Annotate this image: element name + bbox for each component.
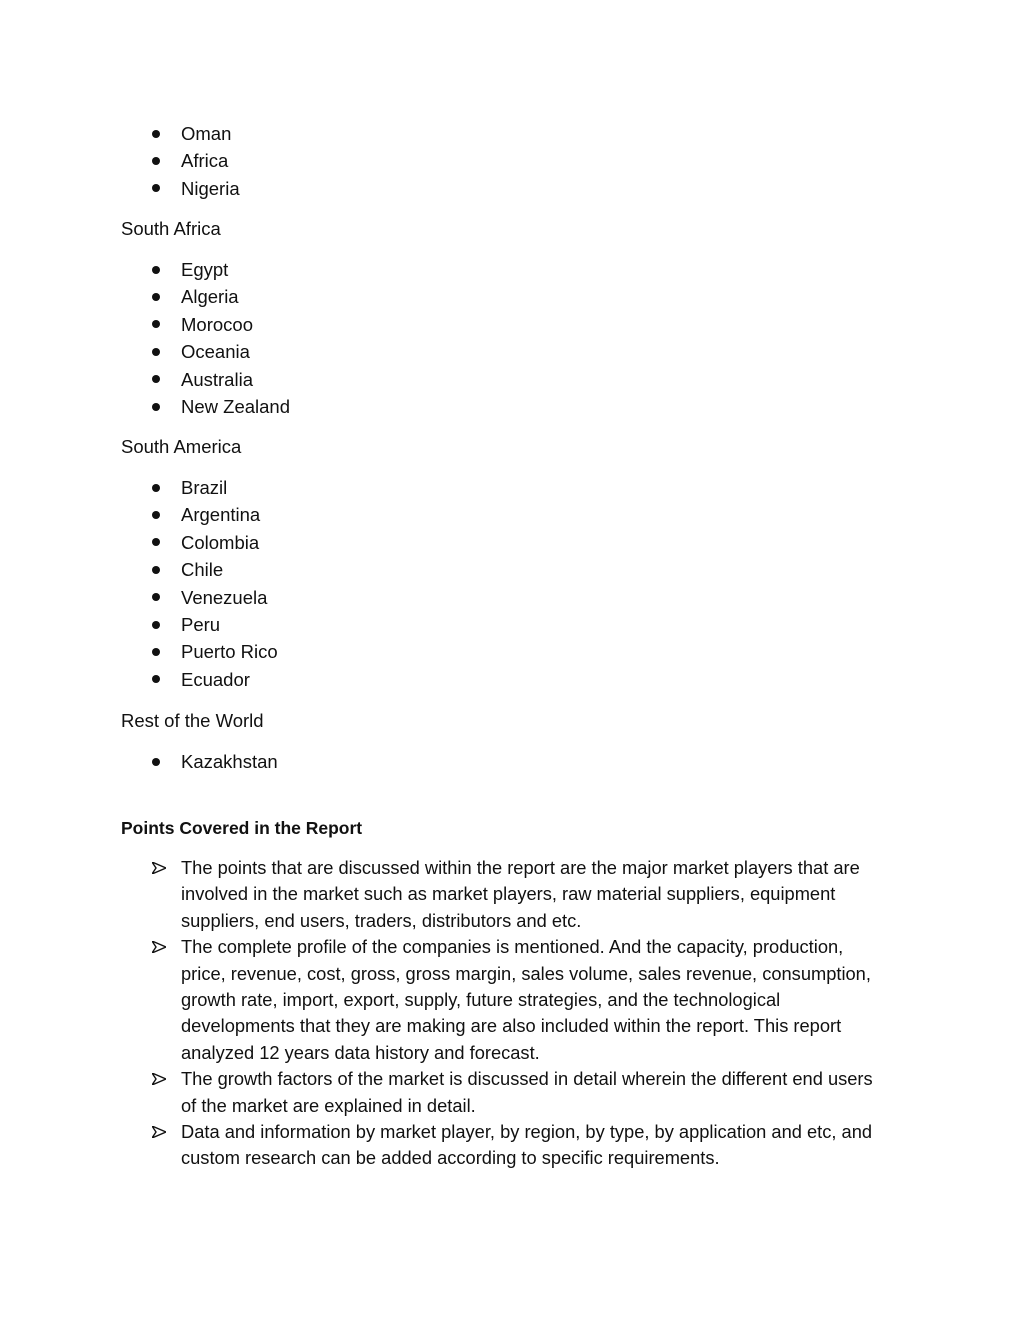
point-item	[0, 1119, 886, 1172]
list-item-label: Algeria	[181, 286, 239, 308]
bullet-dot-icon	[152, 157, 160, 165]
list-item-label: Colombia	[181, 531, 260, 553]
list-item	[0, 556, 1024, 583]
list-south-america	[0, 474, 1024, 693]
bullet-dot-icon	[152, 484, 160, 492]
list-south-africa	[0, 256, 1024, 420]
list-item-label: Africa	[181, 150, 229, 172]
list-item-label: Chile	[181, 559, 224, 581]
bullet-dot-icon	[152, 566, 160, 574]
bullet-dot-icon	[152, 538, 160, 546]
arrow-bullet-icon	[152, 862, 166, 874]
list-item	[0, 283, 1024, 310]
bullet-dot-icon	[152, 320, 160, 328]
arrow-bullet-icon	[152, 1126, 166, 1138]
bullet-dot-icon	[152, 593, 160, 601]
list-item-label: Oman	[181, 123, 232, 144]
point-text: The growth factors of the market is discussed in detail wherein the different end users of the market are explained in detail.	[181, 1068, 873, 1116]
bullet-dot-icon	[152, 130, 160, 138]
bullet-dot-icon	[152, 648, 160, 656]
bullet-dot-icon	[152, 266, 160, 274]
list-item-label: Nigeria	[181, 177, 240, 199]
point-item	[0, 934, 886, 1066]
section-heading-points: Points Covered in the Report	[121, 818, 363, 838]
bullet-dot-icon	[152, 511, 160, 519]
list-item-label: Australia	[181, 368, 253, 390]
list-item	[0, 338, 1024, 365]
bullet-dot-icon	[152, 293, 160, 301]
point-text: The complete profile of the companies is mentioned. And the capacity, production, price, revenue, cost, gross, gross margin, sales volume, sales revenue, consumption, growth rate, import, export, supply, future strategies, and the technological developments that they are making are also included within the report. This report analyzed 12 years data history and forecast.	[181, 936, 871, 1063]
list-item	[0, 474, 1024, 501]
bullet-dot-icon	[152, 621, 160, 629]
list-rest-of-world	[0, 748, 1024, 775]
list-item	[0, 120, 1024, 147]
bullet-dot-icon	[152, 403, 160, 411]
list-item	[0, 529, 1024, 556]
list-item	[0, 366, 1024, 393]
list-item	[0, 501, 1024, 528]
list-item-label: Argentina	[181, 504, 261, 526]
bullet-dot-icon	[152, 348, 160, 356]
bullet-list	[0, 748, 1024, 775]
list-top-countries	[0, 120, 1024, 202]
list-item-label: Brazil	[181, 477, 228, 498]
list-item	[0, 666, 1024, 693]
list-item	[0, 638, 1024, 665]
region-heading-south-africa: South Africa	[121, 218, 221, 239]
list-item-label: Peru	[181, 613, 221, 635]
points-list-block	[0, 855, 1024, 1172]
arrow-bullet-icon	[152, 1073, 166, 1085]
list-item	[0, 311, 1024, 338]
point-item	[0, 1066, 886, 1119]
list-item	[0, 175, 1024, 202]
bullet-dot-icon	[152, 184, 160, 192]
bullet-dot-icon	[152, 758, 160, 766]
list-item-label: Puerto Rico	[181, 641, 278, 663]
bullet-list	[0, 120, 1024, 202]
bullet-dot-icon	[152, 375, 160, 383]
list-item-label: Venezuela	[181, 586, 268, 608]
point-item	[0, 855, 886, 934]
point-text: Data and information by market player, by region, by type, by application and etc, and custom research can be added according to specific requirements.	[181, 1121, 873, 1169]
list-item-label: Ecuador	[181, 668, 250, 690]
list-item	[0, 611, 1024, 638]
list-item-label: Morocoo	[181, 313, 253, 335]
bullet-list	[0, 256, 1024, 420]
list-item	[0, 256, 1024, 283]
list-item-label: Egypt	[181, 259, 229, 280]
point-text: The points that are discussed within the report are the major market players that are involved in the market such as market players, raw material suppliers, equipment suppliers, end users, traders, distributors and etc.	[181, 857, 860, 931]
list-item-label: New Zealand	[181, 395, 291, 417]
list-item-label: Kazakhstan	[181, 751, 278, 772]
list-item	[0, 748, 1024, 775]
region-heading-rest-of-world: Rest of the World	[121, 710, 264, 731]
arrow-bullet-icon	[152, 941, 166, 953]
points-list	[0, 855, 1024, 1172]
list-item	[0, 393, 1024, 420]
region-heading-south-america: South America	[121, 436, 242, 457]
bullet-dot-icon	[152, 675, 160, 683]
bullet-list	[0, 474, 1024, 693]
list-item	[0, 147, 1024, 174]
list-item-label: Oceania	[181, 341, 250, 363]
list-item	[0, 584, 1024, 611]
